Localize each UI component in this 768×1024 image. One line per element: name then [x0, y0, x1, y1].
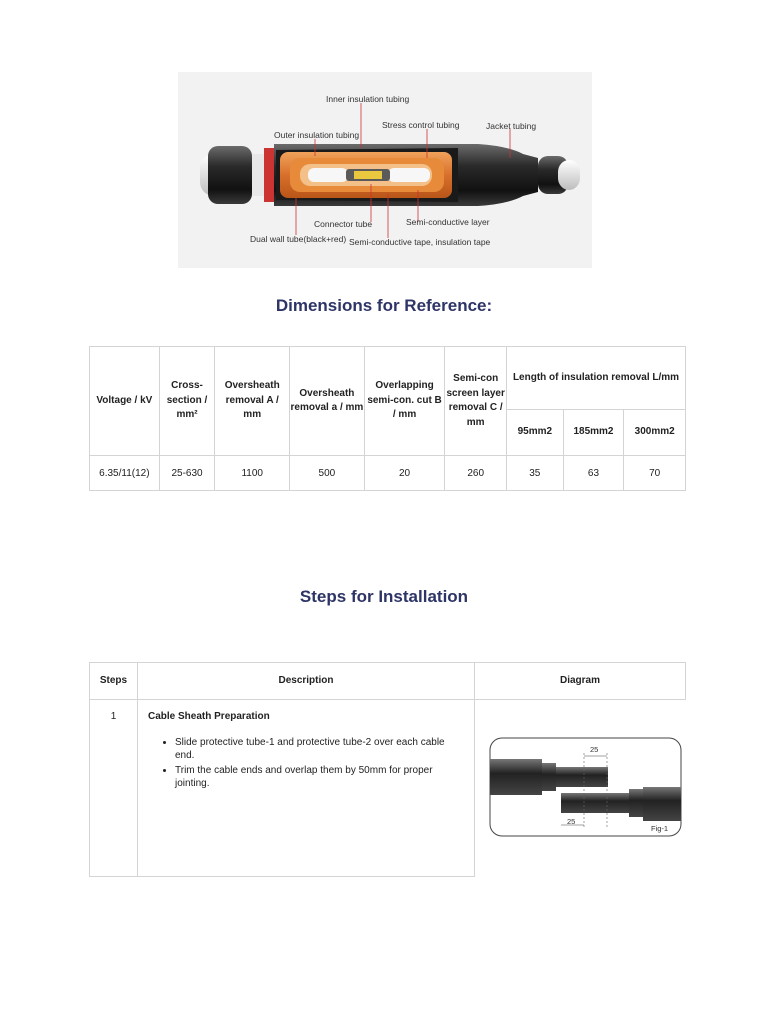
header-semicon: Semi-con screen layer removal C / mm: [445, 347, 507, 456]
cell-oversheath-a: 500: [290, 456, 365, 491]
step-number: 1: [90, 700, 138, 877]
cable-joint-diagram: [178, 72, 592, 268]
cell-overlapping: 20: [364, 456, 445, 491]
cell-185mm2: 63: [563, 456, 624, 491]
table-row: [90, 700, 686, 877]
cell-voltage: 6.35/11(12): [90, 456, 160, 491]
header-oversheath-A: Oversheath removal A / mm: [215, 347, 290, 456]
dimension-label-top: 25: [589, 744, 599, 754]
right-cable-end: [558, 160, 580, 190]
cell-oversheath-A: 1100: [215, 456, 290, 491]
callout-outer-insulation: Outer insulation tubing: [274, 130, 360, 140]
header-300mm2: 300mm2: [624, 410, 686, 456]
connector-tube: [354, 171, 382, 179]
header-oversheath-a: Oversheath removal a / mm: [290, 347, 365, 456]
header-voltage: Voltage / kV: [90, 347, 160, 456]
list-item: • Slide protective tube-1 and protective tube-2 over each cable end.: [175, 736, 464, 762]
callout-jacket: Jacket tubing: [486, 121, 537, 131]
header-cross-section: Cross-section / mm²: [159, 347, 215, 456]
cell-300mm2: 70: [624, 456, 686, 491]
header-overlapping: Overlapping semi-con. cut B / mm: [364, 347, 445, 456]
step-bullets: [148, 736, 464, 790]
figure-label: Fig-1: [650, 823, 668, 833]
step-diagram: [475, 700, 686, 877]
table-row: [90, 456, 686, 491]
dimension-label-bottom: 25: [566, 816, 576, 826]
cell-95mm2: 35: [507, 456, 564, 491]
step-title: Cable Sheath Preparation: [148, 711, 270, 722]
callout-stress-control: Stress control tubing: [382, 120, 460, 130]
header-steps: Steps: [90, 663, 138, 700]
steps-table: [89, 662, 686, 877]
header-diagram: Diagram: [475, 663, 686, 700]
cell-semicon: 260: [445, 456, 507, 491]
step-description: [138, 700, 475, 877]
steps-title: Steps for Installation: [299, 587, 469, 606]
header-185mm2: 185mm2: [563, 410, 624, 456]
fig-1-diagram: [489, 737, 682, 837]
dimensions-title: Dimensions for Reference:: [275, 296, 493, 315]
header-length: Length of insulation removal L/mm: [507, 347, 686, 410]
header-95mm2: 95mm2: [507, 410, 564, 456]
header-description: Description: [138, 663, 475, 700]
callout-semi-conductive-layer: Semi-conductive layer: [406, 217, 490, 227]
callout-semi-conductive-tape: Semi-conductive tape, insulation tape: [349, 237, 491, 247]
callout-connector: Connector tube: [314, 219, 373, 229]
callout-dual-wall: Dual wall tube(black+red): [250, 234, 347, 244]
cell-cross-section: 25-630: [159, 456, 215, 491]
list-item: • Trim the cable ends and overlap them by 50mm for proper jointing.: [175, 764, 464, 790]
cable-joint-illustration: [178, 72, 592, 268]
dimensions-table: [89, 346, 686, 491]
callout-inner-insulation: Inner insulation tubing: [326, 94, 410, 104]
